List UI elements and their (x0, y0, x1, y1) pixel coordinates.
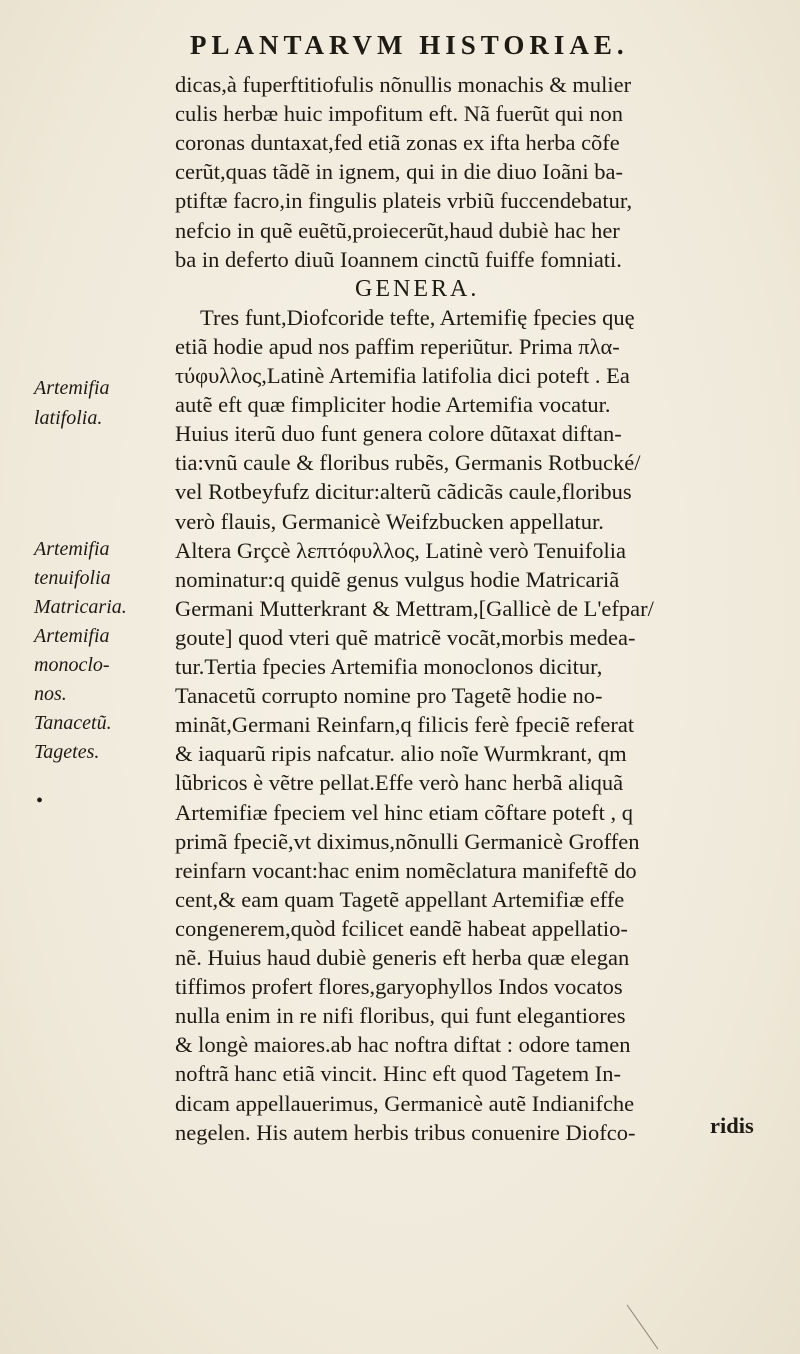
margin-bullet: • (36, 790, 44, 812)
text-line: dicas,à fuperftitiofulis nõnullis monachis & mulier (175, 72, 632, 97)
margin-note: Artemifia (34, 538, 110, 560)
text-line: τύφυλλος,Latinè Artemifia latifolia dici poteft . Ea (175, 363, 630, 388)
text-line: nefcio in quẽ euẽtũ,proiecerũt,haud dubiè hac her (175, 217, 620, 243)
text-line: vel Rotbeyfufz dicitur:alterũ cãdicãs caule,floribus (175, 479, 632, 505)
text-line: reinfarn vocant:hac enim nomẽclatura manifeftẽ do (175, 857, 637, 883)
text-line: & iaquarũ ripis nafcatur. alio noĩe Wurmkrant, qm (175, 741, 627, 767)
margin-note: nos. (34, 683, 67, 705)
text-line: ptiftæ facro,in fingulis plateis vrbiũ fuccendebatur, (175, 188, 633, 214)
margin-note: monoclo- (34, 654, 110, 676)
text-line: goute] quod vteri quẽ matricẽ vocãt,morbis medea- (175, 624, 636, 650)
text-line: Artemifiæ fpeciem vel hinc etiam cõftare poteft , q (175, 799, 633, 825)
text-line: Huius iterũ duo funt genera colore dũtaxat diftan- (175, 421, 622, 447)
margin-note: Artemifia (34, 377, 110, 399)
running-header: PLANTARVM HISTORIAE. (190, 30, 629, 60)
text-line: verò flauis, Germanicè Weifzbucken appellatur. (175, 508, 604, 534)
text-line: nominatur:q quidẽ genus vulgus hodie Matricariã (175, 566, 620, 592)
text-line: primã fpeciẽ,vt diximus,nõnulli Germanicè Groffen (175, 828, 640, 854)
text-line: cerũt,quas tãdẽ in ignem, qui in die diuo Ioãni ba- (175, 159, 624, 185)
text-line: tia:vnũ caule & floribus rubẽs, Germanis Rotbucké/ (175, 450, 641, 476)
margin-note: Tanacetũ. (34, 712, 112, 734)
text-line: Tres funt,Diofcoride tefte, Artemifię fpecies quę (200, 304, 635, 330)
catchword: ridis (710, 1113, 754, 1138)
scan-artifact-line (627, 1305, 659, 1350)
margin-note: tenuifolia (34, 567, 111, 589)
text-line: dicam appellauerimus, Germanicè autẽ Indianifche (175, 1090, 635, 1116)
text-line: cent,& eam quam Tagetẽ appellant Artemifiæ effe (175, 886, 625, 912)
text-line: congenerem,quòd fcilicet eandẽ habeat appellatio- (175, 915, 628, 941)
text-line: minãt,Germani Reinfarn,q filicis ferè fpeciẽ referat (175, 712, 635, 738)
text-line: tiffimos profert flores,garyophyllos Indos vocatos (175, 974, 623, 1000)
margin-note: Tagetes. (34, 741, 100, 763)
section-heading: GENERA. (355, 275, 480, 302)
text-line: Tanacetũ corrupto nomine pro Tagetẽ hodie no- (175, 683, 603, 709)
text-line: Altera Grçcè λεπτόφυλλος, Latinè verò Tenuifolia (175, 537, 626, 563)
text-line: nẽ. Huius haud dubiè generis eft herba quæ elegan (175, 945, 630, 970)
text-line: ba in deferto diuũ Ioannem cinctũ fuiffe fomniati. (175, 246, 622, 272)
text-line: autẽ eft quæ fimpliciter hodie Artemifia vocatur. (175, 392, 611, 418)
text-line: & longè maiores.ab hac noftra diftat : odore tamen (175, 1032, 631, 1058)
text-line: etiã hodie apud nos paffim reperiũtur. Prima πλα- (175, 333, 620, 359)
text-line: culis herbæ huic impofitum eft. Nã fuerũt qui non (175, 101, 624, 127)
margin-note: Artemifia (34, 625, 110, 647)
text-line: Germani Mutterkrant & Mettram,[Gallicè de L'efpar/ (175, 595, 654, 621)
text-line: coronas duntaxat,fed etiã zonas ex ifta herba cõfe (175, 130, 620, 156)
text-line: negelen. His autem herbis tribus conuenire Diofco- (175, 1119, 636, 1145)
text-line: lũbricos è vẽtre pellat.Effe verò hanc herbã aliquã (175, 770, 624, 796)
text-line: noftrã hanc etiã vincit. Hinc eft quod Tagetem In- (175, 1061, 621, 1087)
margin-note: latifolia. (34, 407, 103, 429)
margin-note: Matricaria. (34, 596, 127, 618)
text-line: tur.Tertia fpecies Artemifia monoclonos dicitur, (175, 654, 603, 679)
text-line: nulla enim in re nifi floribus, qui funt elegantiores (175, 1003, 626, 1029)
